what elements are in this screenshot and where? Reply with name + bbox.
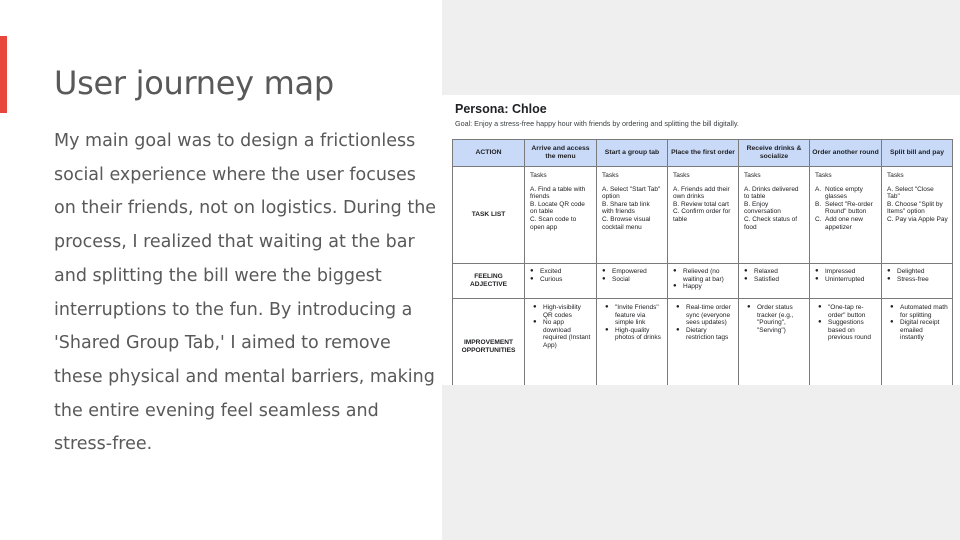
feeling-item: ● Impressed — [815, 268, 877, 276]
task-list-row — [453, 167, 953, 264]
stage-header-cell: Arrive and access the menu — [525, 140, 597, 167]
tasks-heading: Tasks — [887, 172, 904, 179]
task-item: B. Review total cart — [673, 200, 729, 208]
feeling-item: ● Uninterrupted — [815, 276, 877, 284]
task-item: C. Browse visual cocktail menu — [602, 215, 651, 231]
feeling-cell — [810, 264, 882, 299]
task-cell — [882, 167, 953, 264]
improvement-item: ● High-visibility QR codes — [530, 304, 592, 319]
stage-header-cell: Split bill and pay — [882, 140, 953, 167]
tasks-heading: Tasks — [602, 172, 619, 179]
action-header-cell: ACTION — [453, 140, 525, 167]
improvement-row — [453, 299, 953, 386]
stage-header-cell: Order another round — [810, 140, 882, 167]
task-item: C. Check status of food — [744, 215, 798, 231]
improvement-cell — [739, 299, 810, 386]
improvement-cell — [810, 299, 882, 386]
improvement-item: ● Automated math for splitting — [887, 304, 948, 319]
task-item: C. Scan code to open app — [530, 215, 577, 231]
improvement-cell — [882, 299, 953, 386]
feeling-row — [453, 264, 953, 299]
tasks-heading: Tasks — [673, 172, 690, 179]
feeling-item: ● Stress-free — [887, 276, 948, 284]
stage-header-cell: Receive drinks & socialize — [739, 140, 810, 167]
tasks-heading: Tasks — [744, 172, 761, 179]
slide-title: User journey map — [54, 64, 334, 102]
improvement-item: ● Order status tracker (e.g., "Pouring", "Serving") — [744, 304, 805, 334]
accent-bar — [0, 36, 7, 113]
task-item: C. Add one new appetizer — [815, 216, 877, 231]
feeling-label: FEELING ADJECTIVE — [453, 264, 525, 299]
slide-body-text: My main goal was to design a frictionless social experience where the user focuses on their friends, not on logistics. During the process, I realized that waiting at the bar and splitting the bill were the biggest interruptions to the fun. By introducing a 'Shared Group Tab,' I aimed to remove these physical and mental barriers, making the entire evening feel seamless and stress-free. — [54, 131, 437, 455]
improvement-cell — [525, 299, 597, 386]
task-item: A. Select "Start Tab" option — [602, 185, 661, 201]
task-item: C. Confirm order for table — [673, 208, 731, 223]
tasks-heading: Tasks — [815, 172, 832, 179]
improvement-item: ● Real-time order sync (everyone sees updates) — [673, 304, 734, 327]
feeling-cell — [882, 264, 953, 299]
feeling-cell — [739, 264, 810, 299]
feeling-cell — [668, 264, 739, 299]
feeling-item: ● Delighted — [887, 268, 948, 276]
feeling-item: ● Relieved (no waiting at bar) — [673, 268, 734, 283]
task-cell — [668, 167, 739, 264]
persona-goal: Goal: Enjoy a stress-free happy hour with friends by ordering and splitting the bill digitally. — [455, 119, 739, 128]
tasks-heading: Tasks — [530, 172, 547, 179]
journey-map-table — [452, 139, 953, 385]
task-item: B. Select "Re-order Round" button — [815, 201, 877, 216]
feeling-cell — [525, 264, 597, 299]
task-list-label: TASK LIST — [453, 167, 525, 264]
feeling-item: ● Happy — [673, 283, 734, 291]
feeling-item: ● Curious — [530, 276, 592, 284]
task-item: B. Locate QR code on table — [530, 200, 585, 216]
improvement-cell — [597, 299, 668, 386]
feeling-item: ● Excited — [530, 268, 592, 276]
improvement-cell — [668, 299, 739, 386]
stage-header-cell: Start a group tab — [597, 140, 668, 167]
task-item: B. Share tab link with friends — [602, 200, 650, 216]
journey-map-image — [442, 95, 960, 385]
improvement-item: ● Dietary restriction tags — [673, 327, 734, 342]
improvement-item: ● "Invite Friends" feature via simple link — [602, 304, 663, 327]
task-item: C. Pay via Apple Pay — [887, 215, 948, 223]
task-cell — [597, 167, 668, 264]
journey-header-row — [453, 140, 953, 167]
task-cell — [810, 167, 882, 264]
task-item: A. Find a table with friends — [530, 185, 586, 201]
task-cell — [739, 167, 810, 264]
feeling-item: ● Satisfied — [744, 276, 805, 284]
stage-header-cell: Place the first order — [668, 140, 739, 167]
task-item: A. Notice empty glasses — [815, 186, 877, 201]
task-item: B. Enjoy conversation — [744, 200, 781, 216]
task-item: A. Drinks delivered to table — [744, 185, 799, 201]
feeling-cell — [597, 264, 668, 299]
task-item: A. Friends add their own drinks — [673, 185, 730, 201]
improvement-item: ● Suggestions based on previous round — [815, 319, 877, 342]
improvement-label: IMPROVEMENT OPPORTUNITIES — [453, 299, 525, 386]
persona-title: Persona: Chloe — [455, 102, 547, 116]
task-cell — [525, 167, 597, 264]
improvement-item: ● Digital receipt emailed instantly — [887, 319, 948, 342]
improvement-item: ● No app download required (Instant App) — [530, 319, 592, 349]
improvement-item: ● High-quality photos of drinks — [602, 327, 663, 342]
feeling-item: ● Empowered — [602, 268, 663, 276]
task-item: A. Select "Close Tab" — [887, 185, 934, 201]
task-item: B. Choose "Split by Items" option — [887, 200, 943, 216]
improvement-item: ● "One-tap re-order" button — [815, 304, 877, 319]
feeling-item: ● Social — [602, 276, 663, 284]
feeling-item: ● Relaxed — [744, 268, 805, 276]
